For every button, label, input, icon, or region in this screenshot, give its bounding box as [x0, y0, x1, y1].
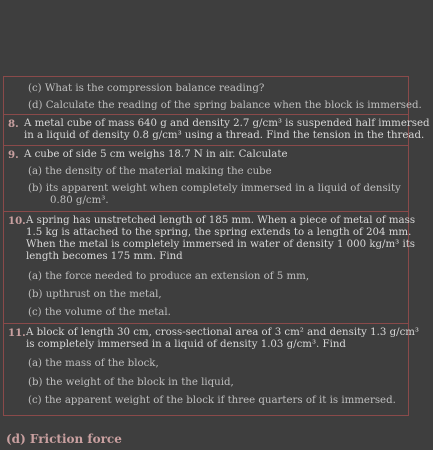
q8-number: 8.	[8, 118, 19, 130]
q11-line1: A block of length 30 cm, cross-sectional area of 3 cm² and density 1.3 g/cm³	[26, 327, 420, 338]
q9-part-b-line1: (b) its apparent weight when completely immersed in a liquid of density	[28, 183, 401, 194]
q10-part-c: (c) the volume of the metal.	[28, 307, 171, 318]
row-divider	[4, 211, 408, 212]
q11-part-b: (b) the weight of the block in the liquid,	[28, 377, 234, 388]
questions-table	[3, 76, 430, 416]
q10-line4: length becomes 175 mm. Find	[26, 251, 183, 262]
row-divider	[4, 114, 408, 115]
row-divider	[4, 145, 408, 146]
q9-number: 9.	[8, 149, 19, 161]
q11-part-a: (a) the mass of the block,	[28, 358, 159, 369]
q9-part-a: (a) the density of the material making the cube	[28, 166, 272, 177]
q8-line2: in a liquid of density 0.8 g/cm³ using a thread. Find the tension in the thread.	[24, 130, 425, 141]
q8-line1: A metal cube of mass 640 g and density 2.7 g/cm³ is suspended half immersed	[24, 118, 430, 129]
q10-line2: 1.5 kg is attached to the spring, the spring extends to a length of 204 mm.	[26, 227, 412, 238]
q11-part-c: (c) the apparent weight of the block if three quarters of it is immersed.	[28, 395, 396, 406]
q10-part-b: (b) upthrust on the metal,	[28, 289, 162, 300]
row-divider	[4, 323, 408, 324]
q10-number: 10.	[8, 215, 26, 227]
q10-part-a: (a) the force needed to produce an extension of 5 mm,	[28, 271, 310, 282]
q7-part-c: (c) What is the compression balance reading?	[28, 83, 265, 94]
q11-line2: is completely immersed in a liquid of density 1.03 g/cm³. Find	[26, 339, 346, 350]
section-heading: (d) Friction force	[6, 432, 122, 446]
q11-number: 11.	[8, 327, 26, 339]
q9-part-b-line2: 0.80 g/cm³.	[50, 195, 109, 206]
q10-line1: A spring has unstretched length of 185 mm. When a piece of metal of mass	[26, 215, 416, 226]
q10-line3: When the metal is completely immersed in water of density 1 000 kg/m³ its	[26, 239, 416, 250]
q7-part-d: (d) Calculate the reading of the spring balance when the block is immersed.	[28, 100, 422, 111]
q9-line1: A cube of side 5 cm weighs 18.7 N in air. Calculate	[24, 149, 288, 160]
